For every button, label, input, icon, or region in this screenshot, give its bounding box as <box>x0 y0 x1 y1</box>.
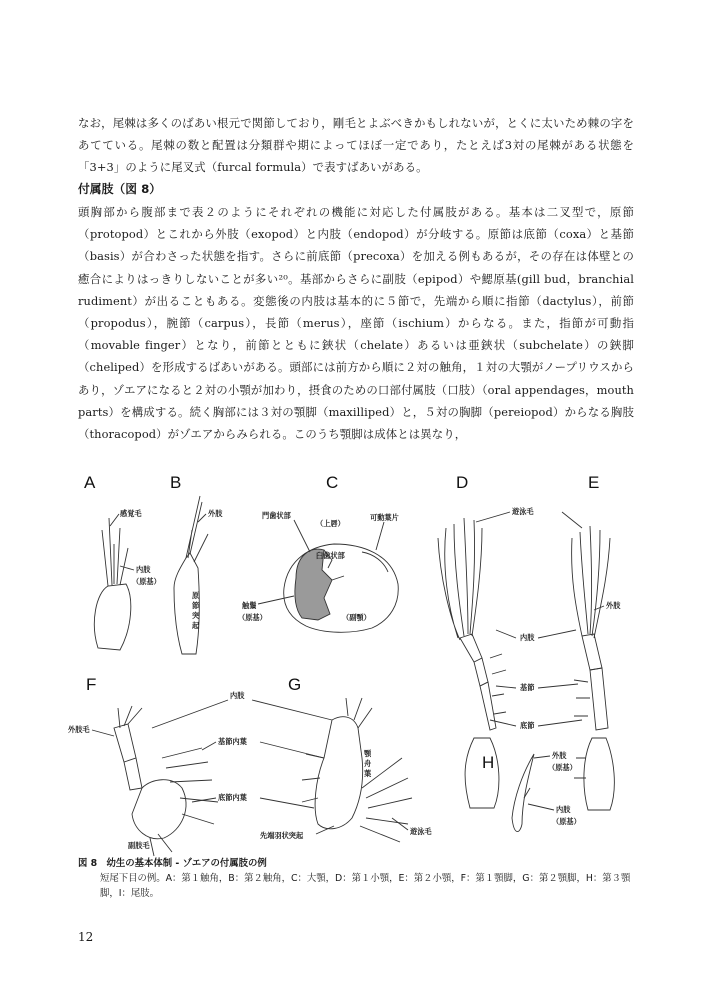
svg-text:起: 起 <box>192 621 200 630</box>
de-shared-labels <box>490 630 582 730</box>
panel-letter-h: H <box>482 753 495 772</box>
label-paragnath: （副顎） <box>342 613 371 622</box>
label-coxal-endite: 底節内葉 <box>218 793 247 802</box>
label-terminal-process: 先端羽状突起 <box>260 831 304 840</box>
body-paragraph-furca: なお，尾棘は多くのばあい根元で関節しており，剛毛とよぶべきかもしれないが，とくに太いため棘の字をあてている。尾棘の数と配置は分類群や期によってほぼ一定であり，たとえば3対の尾棘がある状態を「3+3」のように尾叉式（furcal formula）で表すばあいがある。 <box>78 116 634 175</box>
body-paragraph-appendages: 頭胸部から腹部まで表２のようにそれぞれの機能に対応した付属肢がある。基本は二叉型で，原節（protopod）とこれから外肢（exopod）と内肢（endopod）が分岐する。原節は底節（coxa）と基節（basis）が合わさった状態を指す。さらに前底節（precoxa）を加える例もあるが，その存在は体壁との癒合によりはっきりしないことが多い²⁰。基部からさらに副肢（epipod）や鰓原基(gill bud，branchial rudiment）が出ることもある。変態後の内肢は基本的に５節で，先端から順に指節（dactylus），前節（propodus），腕節（carpus），長節（merus），座節（ischium）からなる。また，指節が可動指（movable finger）となり，前節とともに鋏状（chelate）あるいは亜鋏状（subchelate）の鋏脚（cheliped）を形成するばあいがある。頭部には前方から順に２対の触角，１対の大顎がノープリウスからあり，ゾエアになると２対の小顎が加わり，摂食のための口部付属肢（口肢）（oral appendages，mouth parts）を構成する。続く胸部には３対の顎脚（maxilliped）と，５対の胸脚（pereiopod）からなる胸肢（thoracopod）がゾエアからみられる。このうち顎脚は成体とは異なり， <box>78 205 634 442</box>
antennule-setae <box>102 518 128 586</box>
label-sensory-setae: 感覚毛 <box>120 509 142 518</box>
label-labrum: （上唇） <box>316 519 345 528</box>
svg-text:突: 突 <box>192 611 200 620</box>
svg-text:舟: 舟 <box>364 759 372 768</box>
caption-title: 図 8 幼生の基本体制 - ゾエアの付属肢の例 <box>78 858 267 869</box>
panel-letter-a: A <box>84 473 96 492</box>
label-basal-endite: 基節内葉 <box>218 737 247 746</box>
label-d-natatory: 遊泳毛 <box>512 507 534 516</box>
f-exopod <box>114 724 142 790</box>
panel-letter-c: C <box>326 473 339 492</box>
panel-letter-b: B <box>170 473 182 492</box>
svg-text:節: 節 <box>192 601 200 610</box>
maxilla-plumose-setae <box>572 526 610 638</box>
label-de-basis: 基節 <box>520 683 535 692</box>
label-f-exopod-setae: 外肢毛 <box>68 725 90 734</box>
panel-letter-d: D <box>456 473 469 492</box>
label-a-endopod-sub: （原基） <box>132 577 161 586</box>
label-incisor: 門歯状部 <box>262 511 291 520</box>
maxillule-basis <box>465 738 499 808</box>
label-de-endopod: 内肢 <box>520 633 535 642</box>
label-h-exopod: 外肢 <box>552 751 567 760</box>
panel-letter-e: E <box>588 473 600 492</box>
panel-b-antenna <box>170 473 223 654</box>
svg-text:葉: 葉 <box>364 769 372 778</box>
maxillule-plumose-setae <box>438 518 482 640</box>
antenna-spines <box>186 496 208 562</box>
panel-letter-g: G <box>288 675 302 694</box>
label-molar: 臼歯状部 <box>316 551 345 560</box>
label-h-endopod-sub: （原基） <box>552 817 581 826</box>
panel-g-maxilliped2 <box>260 675 432 842</box>
label-b-exopod: 外肢 <box>208 509 223 518</box>
figure-8-appendages <box>62 458 654 858</box>
label-epipod-setae: 副肢毛 <box>128 841 150 850</box>
panel-h-maxilliped3 <box>482 751 581 832</box>
panel-e-maxilla <box>562 473 621 810</box>
label-b-process-1: 原 <box>192 591 200 600</box>
h-appendage <box>512 754 534 832</box>
f-endite-setae <box>162 748 218 824</box>
page-number: 12 <box>78 930 94 944</box>
label-lacinia: 可動葉片 <box>370 513 399 522</box>
label-h-endopod: 内肢 <box>556 805 571 814</box>
panel-a-antennule <box>84 473 161 650</box>
label-de-coxa: 底節 <box>520 721 535 730</box>
figure-caption <box>78 856 638 901</box>
label-palp-sub: （原基） <box>238 613 267 622</box>
label-f-endopod: 内肢 <box>230 691 245 700</box>
caption-description: 短尾下目の例。A：第１触角，B：第２触角，C：大顎，D：第１小顎，E：第２小顎，F：第１顎脚，G：第２顎脚，H：第３顎脚，I：尾肢。 <box>100 873 631 899</box>
label-g-natatory: 遊泳毛 <box>410 827 432 836</box>
maxilla-basis <box>584 738 614 810</box>
antennule-body <box>94 584 130 650</box>
label-palp: 触鬚 <box>242 601 257 610</box>
g-protopod <box>315 717 363 829</box>
panel-c-mandible <box>238 473 400 632</box>
panel-letter-f: F <box>86 675 97 694</box>
label-h-exopod-sub: （原基） <box>548 763 577 772</box>
section-heading-appendages: 付属肢（図 8） <box>78 182 162 196</box>
label-scaphognathite-1: 顎 <box>364 749 372 758</box>
label-a-endopod: 内肢 <box>136 565 151 574</box>
label-e-exopod: 外肢 <box>606 601 621 610</box>
panel-f-maxilliped1 <box>68 675 332 856</box>
